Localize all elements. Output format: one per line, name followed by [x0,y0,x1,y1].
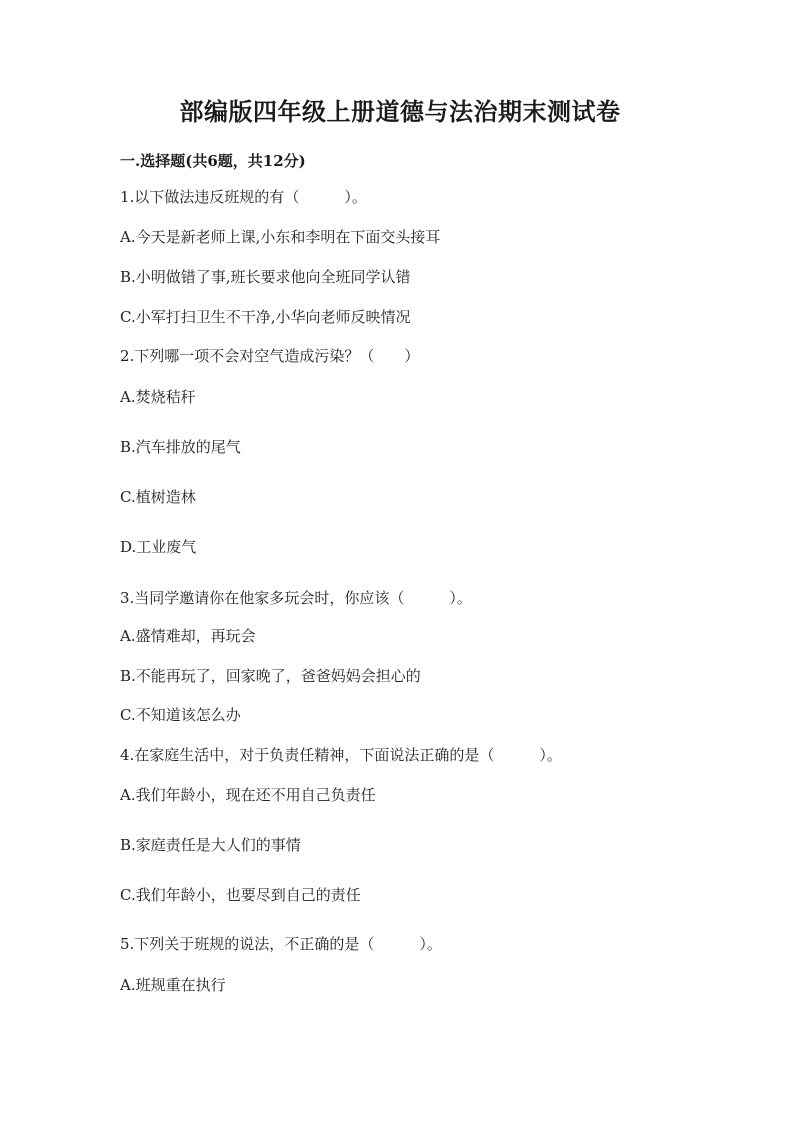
question-3-option-b: B.不能再玩了，回家晚了，爸爸妈妈会担心的 [120,667,421,685]
question-2-stem: 2.下列哪一项不会对空气造成污染？（ ） [120,347,420,365]
question-1-stem: 1.以下做法违反班规的有（ ）。 [120,188,367,206]
question-3-stem: 3.当同学邀请你在他家多玩会时，你应该（ ）。 [120,589,472,607]
question-1-option-c: C.小军打扫卫生不干净,小华向老师反映情况 [120,308,411,326]
question-1-option-b: B.小明做错了事,班长要求他向全班同学认错 [120,268,411,286]
question-4-option-b: B.家庭责任是大人们的事情 [120,836,301,854]
document-title: 部编版四年级上册道德与法治期末测试卷 [179,97,621,126]
question-5-option-a: A.班规重在执行 [120,976,226,994]
question-2-option-c: C.植树造林 [120,488,196,506]
question-2-option-d: D.工业废气 [120,538,197,556]
question-1-option-a: A.今天是新老师上课,小东和李明在下面交头接耳 [120,228,441,246]
question-5-stem: 5.下列关于班规的说法，不正确的是（ ）。 [120,935,442,953]
question-2-option-a: A.焚烧秸秆 [120,388,196,406]
question-3-option-c: C.不知道该怎么办 [120,706,241,724]
question-3-option-a: A.盛情难却，再玩会 [120,627,256,645]
question-2-option-b: B.汽车排放的尾气 [120,438,241,456]
question-4-stem: 4.在家庭生活中，对于负责任精神，下面说法正确的是（ ）。 [120,746,562,764]
question-4-option-c: C.我们年龄小，也要尽到自己的责任 [120,886,361,904]
section-heading: 一.选择题(共6题，共12分) [120,152,306,170]
question-4-option-a: A.我们年龄小，现在还不用自己负责任 [120,786,376,804]
